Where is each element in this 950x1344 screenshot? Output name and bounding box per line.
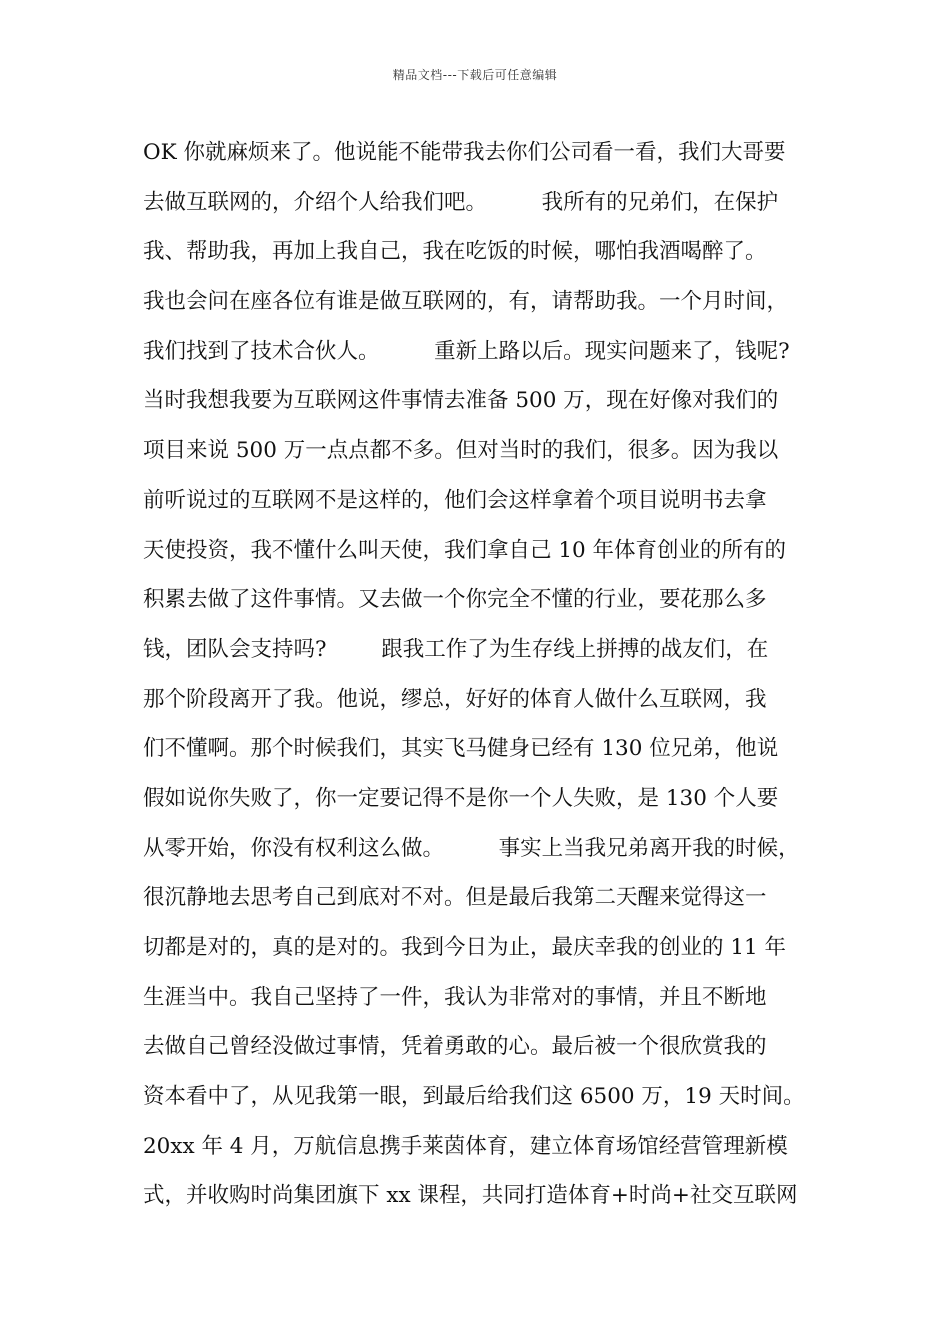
text-line: 们不懂啊。那个时候我们，其实飞马健身已经有 130 位兄弟，他说 [143, 736, 779, 762]
text-line: 假如说你失败了，你一定要记得不是你一个人失败，是 130 个人要 [143, 785, 779, 811]
text-line: 去做自己曾经没做过事情，凭着勇敢的心。最后被一个很欣赏我的 [143, 1034, 767, 1060]
text-line: 我也会问在座各位有谁是做互联网的，有，请帮助我。一个月时间， [143, 289, 789, 315]
text-line: 从零开始，你没有权利这么做。 事实上当我兄弟离开我的时候， [143, 835, 800, 861]
text-line: 我们找到了技术合伙人。 重新上路以后。现实问题来了，钱呢? [143, 338, 790, 364]
text-line: 很沉静地去思考自己到底对不对。但是最后我第二天醒来觉得这一 [143, 885, 767, 911]
text-line: 切都是对的，真的是对的。我到今日为止，最庆幸我的创业的 11 年 [143, 935, 787, 960]
page-header: 精品文档---下载后可任意编辑 [392, 68, 558, 82]
text-line: 20xx 年 4 月，万航信息携手莱茵体育，建立体育场馆经营管理新模 [143, 1133, 788, 1159]
text-line: 那个阶段离开了我。他说，缪总，好好的体育人做什么互联网，我 [143, 686, 767, 712]
text-line: 式，并收购时尚集团旗下 xx 课程，共同打造体育+时尚+社交互联网 [143, 1183, 798, 1209]
text-line: 前听说过的互联网不是这样的，他们会这样拿着个项目说明书去拿 [143, 487, 767, 513]
text-line: 资本看中了，从见我第一眼，到最后给我们这 6500 万，19 天时间。 [143, 1084, 805, 1110]
text-line: 当时我想我要为互联网这件事情去准备 500 万，现在好像对我们的 [143, 388, 779, 414]
text-line: 生涯当中。我自己坚持了一件，我认为非常对的事情，并且不断地 [143, 984, 767, 1010]
text-line: 钱，团队会支持吗? 跟我工作了为生存线上拼搏的战友们，在 [143, 636, 769, 662]
text-line: 天使投资，我不懂什么叫天使，我们拿自己 10 年体育创业的所有的 [143, 537, 787, 563]
document-body [143, 128, 823, 1221]
text-line: 项目来说 500 万一点点都不多。但对当时的我们，很多。因为我以 [143, 438, 779, 464]
text-line: 我、帮助我，再加上我自己，我在吃饭的时候，哪怕我酒喝醉了。 [143, 239, 767, 265]
text-line: 去做互联网的，介绍个人给我们吧。 我所有的兄弟们，在保护 [143, 189, 779, 215]
text-line: OK 你就麻烦来了。他说能不能带我去你们公司看一看，我们大哥要 [143, 140, 786, 165]
text-line: 积累去做了这件事情。又去做一个你完全不懂的行业，要花那么多 [143, 587, 767, 613]
